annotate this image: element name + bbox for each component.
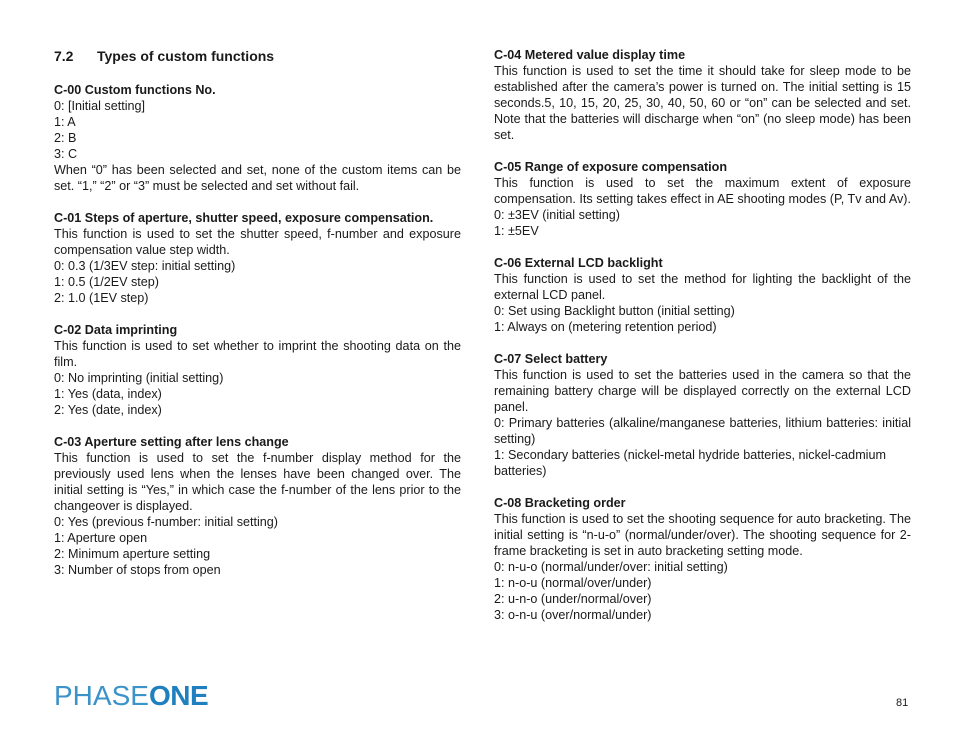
function-c01 [54, 210, 461, 306]
option-item: 3: o-n-u (over/normal/under) [494, 608, 652, 622]
function-description: This function is used to set whether to imprint the shooting data on the film. [54, 339, 461, 369]
function-description: This function is used to set the shooting sequence for auto bracketing. The initial setting is “n-u-o” (normal/under/over). The shooting sequence for 2-frame bracketing is set in auto bracketing setting mode. [494, 512, 911, 558]
function-c00 [54, 82, 461, 194]
option-item: 1: A [54, 115, 76, 129]
section-number: 7.2 [54, 48, 74, 64]
function-description: This function is used to set the shutter speed, f-number and exposure compensation value step width. [54, 227, 461, 257]
option-item: 1: n-o-u (normal/over/under) [494, 576, 652, 590]
function-heading: C-00 Custom functions No. [54, 83, 216, 97]
function-c08 [494, 495, 911, 623]
function-description: This function is used to set the maximum extent of exposure compensation. Its setting takes effect in AE shooting modes (P, Tv and Av). [494, 176, 912, 206]
option-item: 1: Yes (data, index) [54, 387, 162, 401]
function-heading: C-03 Aperture setting after lens change [54, 435, 289, 449]
option-item: 2: Minimum aperture setting [54, 547, 211, 561]
function-heading: C-02 Data imprinting [54, 323, 178, 337]
option-item: 0: ±3EV (initial setting) [494, 208, 620, 222]
option-item: 0: Primary batteries (alkaline/manganese batteries, lithium batteries: initial setting) [494, 416, 911, 446]
option-item: 0: Yes (previous f-number: initial setting) [54, 515, 278, 529]
function-heading: C-01 Steps of aperture, shutter speed, exposure compensation. [54, 211, 434, 225]
option-item: 0: No imprinting (initial setting) [54, 371, 224, 385]
option-item: 2: u-n-o (under/normal/over) [494, 592, 652, 606]
function-description: This function is used to set the batteries used in the camera so that the remaining battery charge will be displayed correctly on the external LCD panel. [494, 368, 911, 414]
function-c07 [494, 351, 911, 479]
option-item: 3: Number of stops from open [54, 563, 221, 577]
section-title: Types of custom functions [97, 48, 275, 64]
function-description: This function is used to set the time it should take for sleep mode to be established after the camera’s power is turned on. The initial setting is 15 seconds.5, 10, 15, 20, 25, 30, 40, 50, 60 or “on” can be selected and set. Note that the batteries will discharge when “on” (no sleep mode) has been set. [494, 64, 911, 142]
page-number: 81 [896, 697, 909, 709]
option-item: 1: 0.5 (1/2EV step) [54, 275, 160, 289]
function-c05 [494, 159, 911, 239]
function-c04 [494, 47, 911, 143]
option-item: 0: n-u-o (normal/under/over: initial setting) [494, 560, 728, 574]
function-heading: C-08 Bracketing order [494, 496, 626, 510]
function-heading: C-06 External LCD backlight [494, 256, 663, 270]
option-item: 1: ±5EV [494, 224, 539, 238]
option-item: 2: B [54, 131, 77, 145]
logo-text-bold: ONE [148, 680, 209, 711]
option-item: 2: Yes (date, index) [54, 403, 162, 417]
right-column [494, 47, 911, 639]
function-description: When “0” has been selected and set, none of the custom items can be set. “1,” “2” or “3” must be selected and set without fail. [54, 163, 461, 193]
option-item: 3: C [54, 147, 78, 161]
logo-text-light: PHASE [54, 680, 149, 711]
section-heading [54, 47, 461, 65]
function-heading: C-07 Select battery [494, 352, 608, 366]
function-description: This function is used to set the f-number display method for the previously used lens when the lenses have been changed over. The initial setting is “Yes,” in which case the f-number of the lens prior to the changeover is displayed. [54, 451, 461, 513]
option-item: 1: Always on (metering retention period) [494, 320, 717, 334]
function-c06 [494, 255, 911, 335]
phase-one-logo [54, 682, 208, 710]
left-column [54, 47, 461, 594]
function-c03 [54, 434, 461, 578]
function-c02 [54, 322, 461, 418]
option-item: 1: Aperture open [54, 531, 148, 545]
option-item: 2: 1.0 (1EV step) [54, 291, 149, 305]
function-description: This function is used to set the method for lighting the backlight of the external LCD panel. [494, 272, 911, 302]
option-item: 0: 0.3 (1/3EV step: initial setting) [54, 259, 236, 273]
function-heading: C-05 Range of exposure compensation [494, 160, 728, 174]
option-item: 0: [Initial setting] [54, 99, 146, 113]
option-item: 0: Set using Backlight button (initial setting) [494, 304, 735, 318]
function-heading: C-04 Metered value display time [494, 48, 686, 62]
option-item: 1: Secondary batteries (nickel-metal hydride batteries, nickel-cadmium batteries) [494, 448, 886, 478]
